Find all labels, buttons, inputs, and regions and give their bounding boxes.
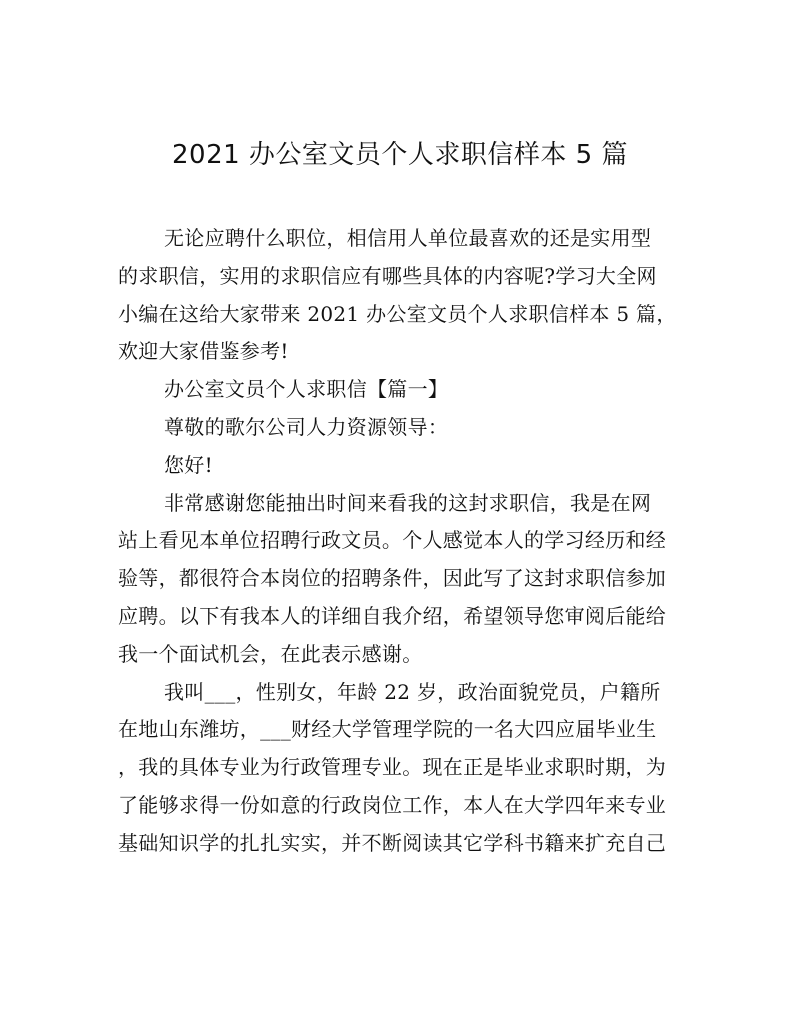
paragraph-profile-line: 基础知识学的扎扎实实，并不断阅读其它学科书籍来扩充自己 [118, 830, 667, 855]
letter-greeting: 您好! [164, 452, 213, 477]
document-title: 2021 办公室文员个人求职信样本 5 篇 [171, 140, 628, 170]
paragraph-thanks-line: 验等，都很符合本岗位的招聘条件，因此写了这封求职信参加 [118, 566, 667, 591]
paragraph-intro-line: 的求职信，实用的求职信应有哪些具体的内容呢?学习大全网 [118, 263, 657, 288]
letter-salutation: 尊敬的歌尔公司人力资源领导： [164, 414, 449, 439]
document-body [118, 220, 688, 863]
paragraph-thanks-line: 我一个面试机会，在此表示感谢。 [118, 641, 423, 666]
paragraph-profile-line: ，我的具体专业为行政管理专业。现在正是毕业求职时期，为 [118, 755, 667, 780]
paragraph-thanks-line: 站上看见本单位招聘行政文员。个人感觉本人的学习经历和经 [118, 528, 667, 553]
paragraph-intro-line: 小编在这给大家带来 2021 办公室文员个人求职信样本 5 篇， [118, 301, 677, 326]
paragraph-intro-line: 无论应聘什么职位，相信用人单位最喜欢的还是实用型 [164, 226, 652, 250]
paragraph-thanks-line: 非常感谢您能抽出时间来看我的这封求职信，我是在网 [164, 490, 652, 515]
paragraph-intro-line: 欢迎大家借鉴参考! [118, 339, 289, 364]
paragraph-profile-line: 了能够求得一份如意的行政岗位工作，本人在大学四年来专业 [118, 792, 667, 817]
section-heading: 办公室文员个人求职信【篇一】 [164, 377, 449, 402]
paragraph-profile-line: 我叫___，性别女，年龄 22 岁，政治面貌党员，户籍所 [164, 679, 661, 704]
paragraph-profile-line: 在地山东潍坊，___财经大学管理学院的一名大四应届毕业生 [118, 717, 657, 742]
paragraph-thanks-line: 应聘。以下有我本人的详细自我介绍，希望领导您审阅后能给 [118, 603, 667, 628]
